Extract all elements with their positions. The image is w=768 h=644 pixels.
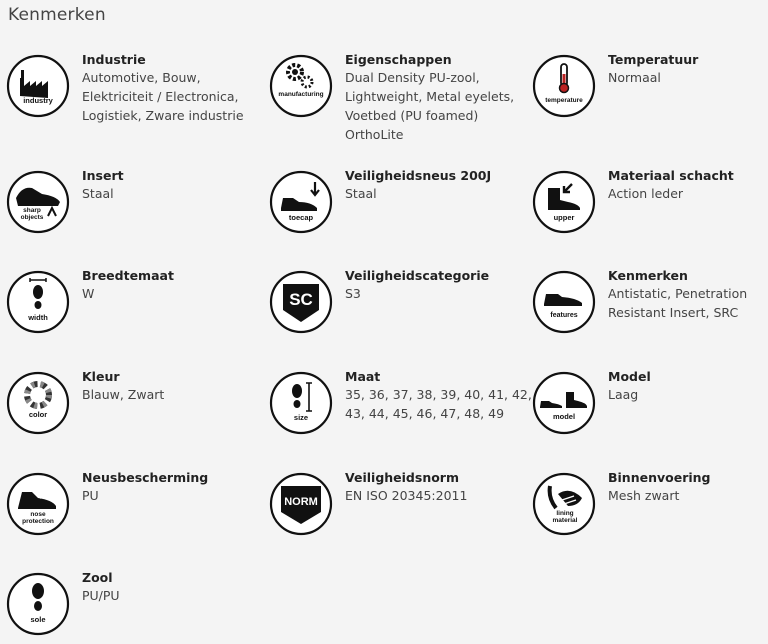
manufacturing-icon	[269, 54, 333, 118]
feature-value: Antistatic, Penetration Resistant Insert, SRC	[608, 286, 748, 320]
nose-protection-icon	[6, 472, 70, 536]
svg-text:features: features	[550, 312, 578, 319]
feature-value: W	[82, 286, 95, 301]
feature-value: EN ISO 20345:2011	[345, 488, 468, 503]
color-icon	[6, 371, 70, 435]
feature-title: Neusbescherming	[82, 470, 209, 485]
feature-value: PU/PU	[82, 588, 120, 603]
toecap-icon	[269, 170, 333, 234]
svg-text:width: width	[28, 313, 48, 322]
svg-text:NORM: NORM	[284, 496, 318, 508]
feature-title: Zool	[82, 570, 113, 585]
feature-value: Mesh zwart	[608, 488, 680, 503]
model-icon	[532, 371, 596, 435]
feature-title: Veiligheidsnorm	[345, 470, 459, 485]
feature-value: Dual Density PU-zool, Lightweight, Metal eyelets, Voetbed (PU foamed) OrthoLite	[345, 70, 515, 142]
industry-icon	[6, 54, 70, 118]
feature-value: Automotive, Bouw, Elektriciteit / Electronica, Logistiek, Zware industrie	[82, 70, 244, 123]
feature-title: Veiligheidscategorie	[345, 268, 490, 283]
safety-category-icon	[269, 270, 333, 334]
feature-title: Temperatuur	[608, 52, 699, 67]
svg-text:manufacturing: manufacturing	[278, 91, 324, 98]
size-icon	[269, 371, 333, 435]
feature-value: Blauw, Zwart	[82, 387, 165, 402]
svg-text:color: color	[28, 410, 48, 419]
feature-title: Industrie	[82, 52, 146, 67]
svg-text:sharp: sharp	[23, 207, 41, 214]
feature-title: Model	[608, 369, 651, 384]
feature-title: Binnenvoering	[608, 470, 711, 485]
svg-text:size: size	[293, 413, 309, 422]
svg-text:SC: SC	[289, 290, 313, 309]
feature-title: Maat	[345, 369, 381, 384]
norm-icon	[269, 472, 333, 536]
feature-value: S3	[345, 286, 361, 301]
svg-text:model: model	[552, 412, 576, 421]
upper-icon	[532, 170, 596, 234]
svg-text:temperature: temperature	[545, 97, 583, 104]
feature-title: Kenmerken	[608, 268, 688, 283]
feature-title: Materiaal schacht	[608, 168, 734, 183]
feature-value: Action leder	[608, 186, 684, 201]
feature-title: Veiligheidsneus 200J	[345, 168, 492, 183]
section-title: Kenmerken	[8, 5, 106, 25]
features-icon	[532, 270, 596, 334]
feature-value: 35, 36, 37, 38, 39, 40, 41, 42, 43, 44, 45, 46, 47, 48, 49	[345, 387, 532, 421]
svg-text:upper: upper	[553, 213, 575, 222]
feature-value: Staal	[345, 186, 377, 201]
feature-title: Insert	[82, 168, 124, 183]
feature-value: Laag	[608, 387, 639, 402]
feature-value: Staal	[82, 186, 114, 201]
svg-text:toecap: toecap	[288, 213, 314, 222]
sharp-objects-icon	[6, 170, 70, 234]
svg-text:objects: objects	[20, 214, 44, 221]
feature-title: Eigenschappen	[345, 52, 452, 67]
sole-icon	[6, 572, 70, 636]
svg-text:nose: nose	[30, 511, 46, 518]
feature-title: Kleur	[82, 369, 120, 384]
feature-value: Normaal	[608, 70, 661, 85]
svg-text:material: material	[552, 517, 578, 524]
feature-value: PU	[82, 488, 99, 503]
temperature-icon	[532, 54, 596, 118]
svg-text:sole: sole	[30, 615, 46, 624]
feature-title: Breedtemaat	[82, 268, 174, 283]
svg-text:industry: industry	[23, 96, 53, 105]
svg-text:protection: protection	[22, 518, 54, 525]
svg-text:lining: lining	[556, 510, 574, 517]
width-icon	[6, 270, 70, 334]
lining-material-icon	[532, 472, 596, 536]
